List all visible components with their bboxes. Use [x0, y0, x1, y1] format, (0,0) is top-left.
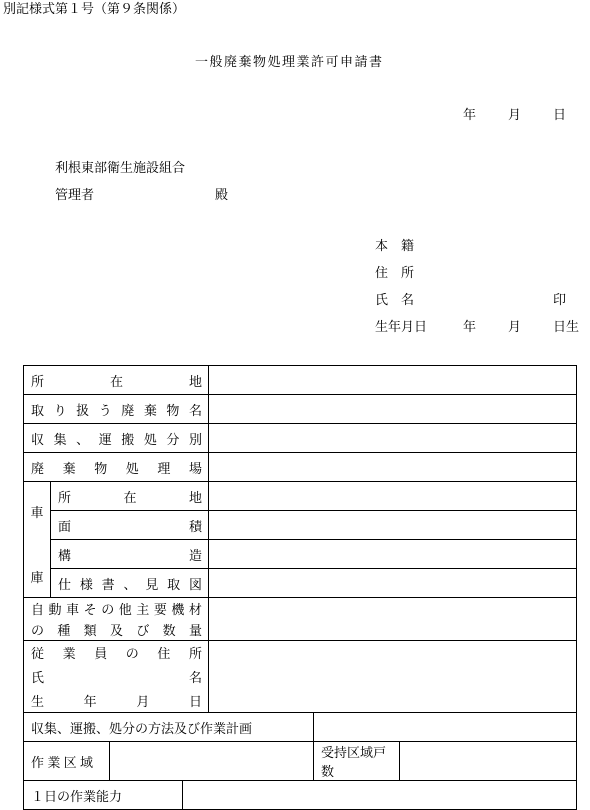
collect-category-input[interactable] [209, 424, 577, 453]
date-month-label: 月 [508, 108, 522, 123]
assigned-households-input[interactable] [400, 742, 577, 781]
recipient-organization: 利根東部衛生施設組合 [55, 161, 186, 176]
daily-capacity-input[interactable] [183, 781, 577, 810]
location-label-cell [24, 366, 209, 395]
garage-label-top: 車 [30, 505, 44, 521]
garage-spec-label: 仕 様 書 、 見 取 図 [58, 577, 202, 593]
work-area-label: 作 業 区 域 [31, 755, 93, 771]
garage-location-label: 所 在 地 [58, 490, 202, 506]
garage-spec-input[interactable] [209, 569, 577, 598]
row-work-area [24, 742, 577, 781]
equipment-input[interactable] [209, 598, 577, 641]
assigned-households-label: 受持区域戸数 [321, 746, 387, 780]
row-garage-location [24, 482, 577, 511]
application-form-table [23, 365, 577, 810]
row-waste-type [24, 395, 577, 424]
location-input[interactable] [209, 366, 577, 395]
garage-header-cell [24, 482, 51, 598]
birth-month-label: 月 [508, 320, 522, 335]
row-disposal-site [24, 453, 577, 482]
method-plan-label: 収集、運搬、処分の方法及び作業計画 [31, 721, 253, 737]
birth-year-label: 年 [463, 320, 477, 335]
applicant-address-label: 住 所 [375, 266, 415, 281]
recipient-honorific: 殿 [215, 188, 229, 203]
method-plan-input[interactable] [314, 713, 577, 742]
date-day-label: 日 [553, 108, 567, 123]
recipient-title: 管理者 [55, 188, 95, 203]
form-number: 別記様式第１号（第９条関係） [3, 2, 186, 17]
garage-area-input[interactable] [209, 511, 577, 540]
row-garage-spec [24, 569, 577, 598]
garage-structure-input[interactable] [209, 540, 577, 569]
disposal-site-label: 廃 棄 物 処 理 場 [31, 461, 202, 477]
row-location [24, 366, 577, 395]
applicant-name-label: 氏 名 [375, 293, 415, 308]
garage-label-bottom: 庫 [30, 570, 44, 586]
row-method-plan [24, 713, 577, 742]
disposal-site-input[interactable] [209, 453, 577, 482]
waste-type-label: 取 り 扱 う 廃 棄 物 名 [31, 403, 202, 419]
work-area-input[interactable] [110, 742, 314, 781]
birthdate-label: 生年月日 [375, 320, 428, 335]
staff-label-line2: 氏 名 [31, 670, 202, 686]
garage-area-label: 面 積 [58, 519, 202, 535]
staff-label-line3: 生 年 月 日 [31, 694, 202, 710]
row-garage-area [24, 511, 577, 540]
date-year-label: 年 [463, 108, 477, 123]
birth-day-label: 日生 [553, 320, 580, 335]
row-equipment [24, 598, 577, 641]
applicant-honseki-label: 本 籍 [375, 239, 415, 254]
staff-input[interactable] [209, 641, 577, 713]
seal-mark: 印 [553, 293, 567, 308]
row-garage-structure [24, 540, 577, 569]
equipment-label-line2: の 種 類 及 び 数 量 [31, 624, 202, 639]
garage-location-input[interactable] [209, 482, 577, 511]
staff-label-line1: 従 業 員 の 住 所 [31, 647, 202, 663]
location-label: 所 在 地 [31, 374, 202, 390]
document-title: 一般廃棄物処理業許可申請書 [195, 55, 384, 70]
row-collect-category [24, 424, 577, 453]
row-daily-capacity [24, 781, 577, 810]
row-staff [24, 641, 577, 713]
waste-type-input[interactable] [209, 395, 577, 424]
daily-capacity-label: １日の作業能力 [31, 789, 123, 805]
equipment-label-line1: 自 動 車 そ の 他 主 要 機 材 [31, 603, 202, 618]
collect-category-label: 収 集 、 運 搬 処 分 別 [31, 432, 202, 448]
garage-structure-label: 構 造 [58, 548, 202, 564]
